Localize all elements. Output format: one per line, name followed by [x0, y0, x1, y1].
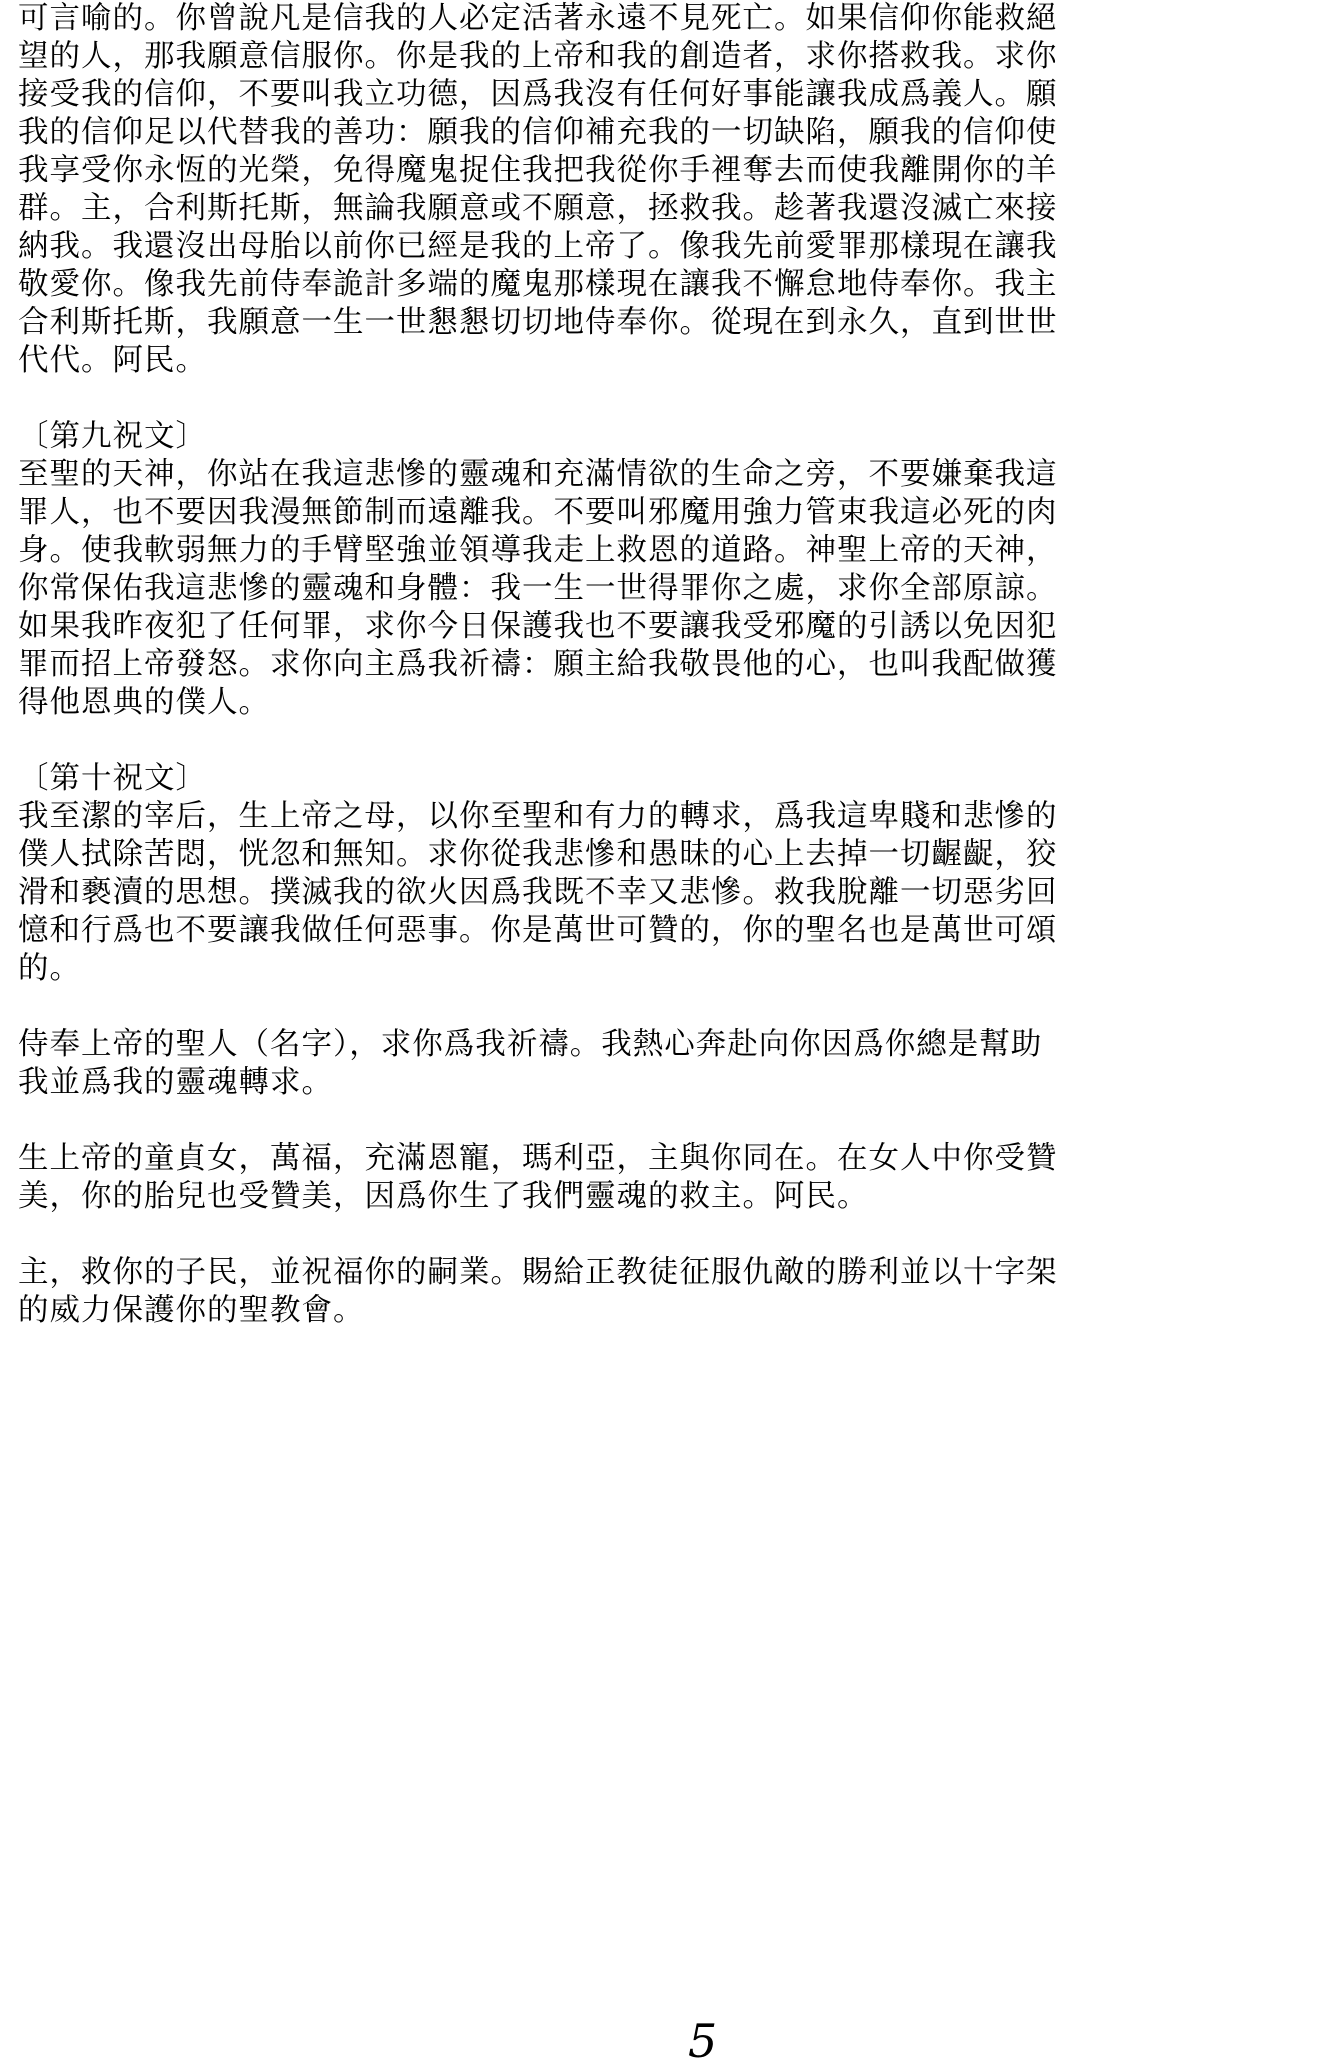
prayer-paragraph-ninth: 至聖的天神，你站在我這悲慘的靈魂和充滿情欲的生命之旁，不要嫌棄我這 罪人，也不要因我漫無節制而遠離我。不要叫邪魔用強力管束我這必死的肉 身。使我軟弱無力的手臂堅強並領導我走上救恩的道路。神聖上帝的天神， 你常保佑我這悲慘的靈魂和身體：我一生一世得罪你之處，求你全部原諒。 如果我昨夜犯了任何罪，求你今日保護我也不要讓我受邪魔的引誘以免因犯 罪而招上帝發怒。求你向主爲我祈禱：願主給我敬畏他的心，也叫我配做獲 得他恩典的僕人。 [18, 457, 1058, 720]
section-heading-tenth-prayer: 〔第十祝文〕 [18, 761, 207, 796]
paragraph-gap [18, 988, 1310, 1026]
paragraph-gap [18, 722, 1310, 760]
prayer-paragraph-1: 可言喻的。你曾說凡是信我的人必定活著永遠不見死亡。如果信仰你能救絕 望的人，那我願意信服你。你是我的上帝和我的創造者，求你搭救我。求你 接受我的信仰，不要叫我立功德，因爲我沒有任何好事能讓我成爲義人。願 我的信仰足以代替我的善功：願我的信仰補充我的一切缺陷，願我的信仰使 我享受你永恆的光榮，免得魔鬼捉住我把我從你手裡奪去而使我離開你的羊 群。主，合利斯托斯，無論我願意或不願意，拯救我。趁著我還沒滅亡來接 納我。我還沒出母胎以前你已經是我的上帝了。像我先前愛罪那樣現在讓我 敬愛你。像我先前侍奉詭計多端的魔鬼那樣現在讓我不懈怠地侍奉你。我主 合利斯托斯，我願意一生一世懇懇切切地侍奉你。從現在到永久，直到世世 代代。阿民。 [18, 1, 1058, 378]
paragraph-gap [18, 380, 1310, 418]
prayer-paragraph-tenth: 我至潔的宰后，生上帝之母，以你至聖和有力的轉求，爲我這卑賤和悲慘的 僕人拭除苦悶，恍忽和無知。求你從我悲慘和愚昧的心上去掉一切齷齪，狡 滑和褻瀆的思想。撲滅我的欲火因爲我既不幸又悲慘。救我脫離一切惡劣回 憶和行爲也不要讓我做任何惡事。你是萬世可贊的，你的聖名也是萬世可頌 的。 [18, 799, 1058, 986]
page-number: 5 [688, 2014, 718, 2068]
prayer-paragraph-saint: 侍奉上帝的聖人（名字），求你爲我祈禱。我熱心奔赴向你因爲你總是幫助 我並爲我的靈魂轉求。 [18, 1027, 1043, 1100]
paragraph-gap [18, 1216, 1310, 1254]
prayer-paragraph-closing: 主，救你的子民，並祝福你的嗣業。賜給正教徒征服仇敵的勝利並以十字架 的威力保護你的聖教會。 [18, 1255, 1058, 1328]
paragraph-gap [18, 1102, 1310, 1140]
document-page [18, 0, 1310, 1330]
section-heading-ninth-prayer: 〔第九祝文〕 [18, 419, 207, 454]
prayer-paragraph-hail-mary: 生上帝的童貞女，萬福，充滿恩寵，瑪利亞，主與你同在。在女人中你受贊 美，你的胎兒也受贊美，因爲你生了我們靈魂的救主。阿民。 [18, 1141, 1058, 1214]
